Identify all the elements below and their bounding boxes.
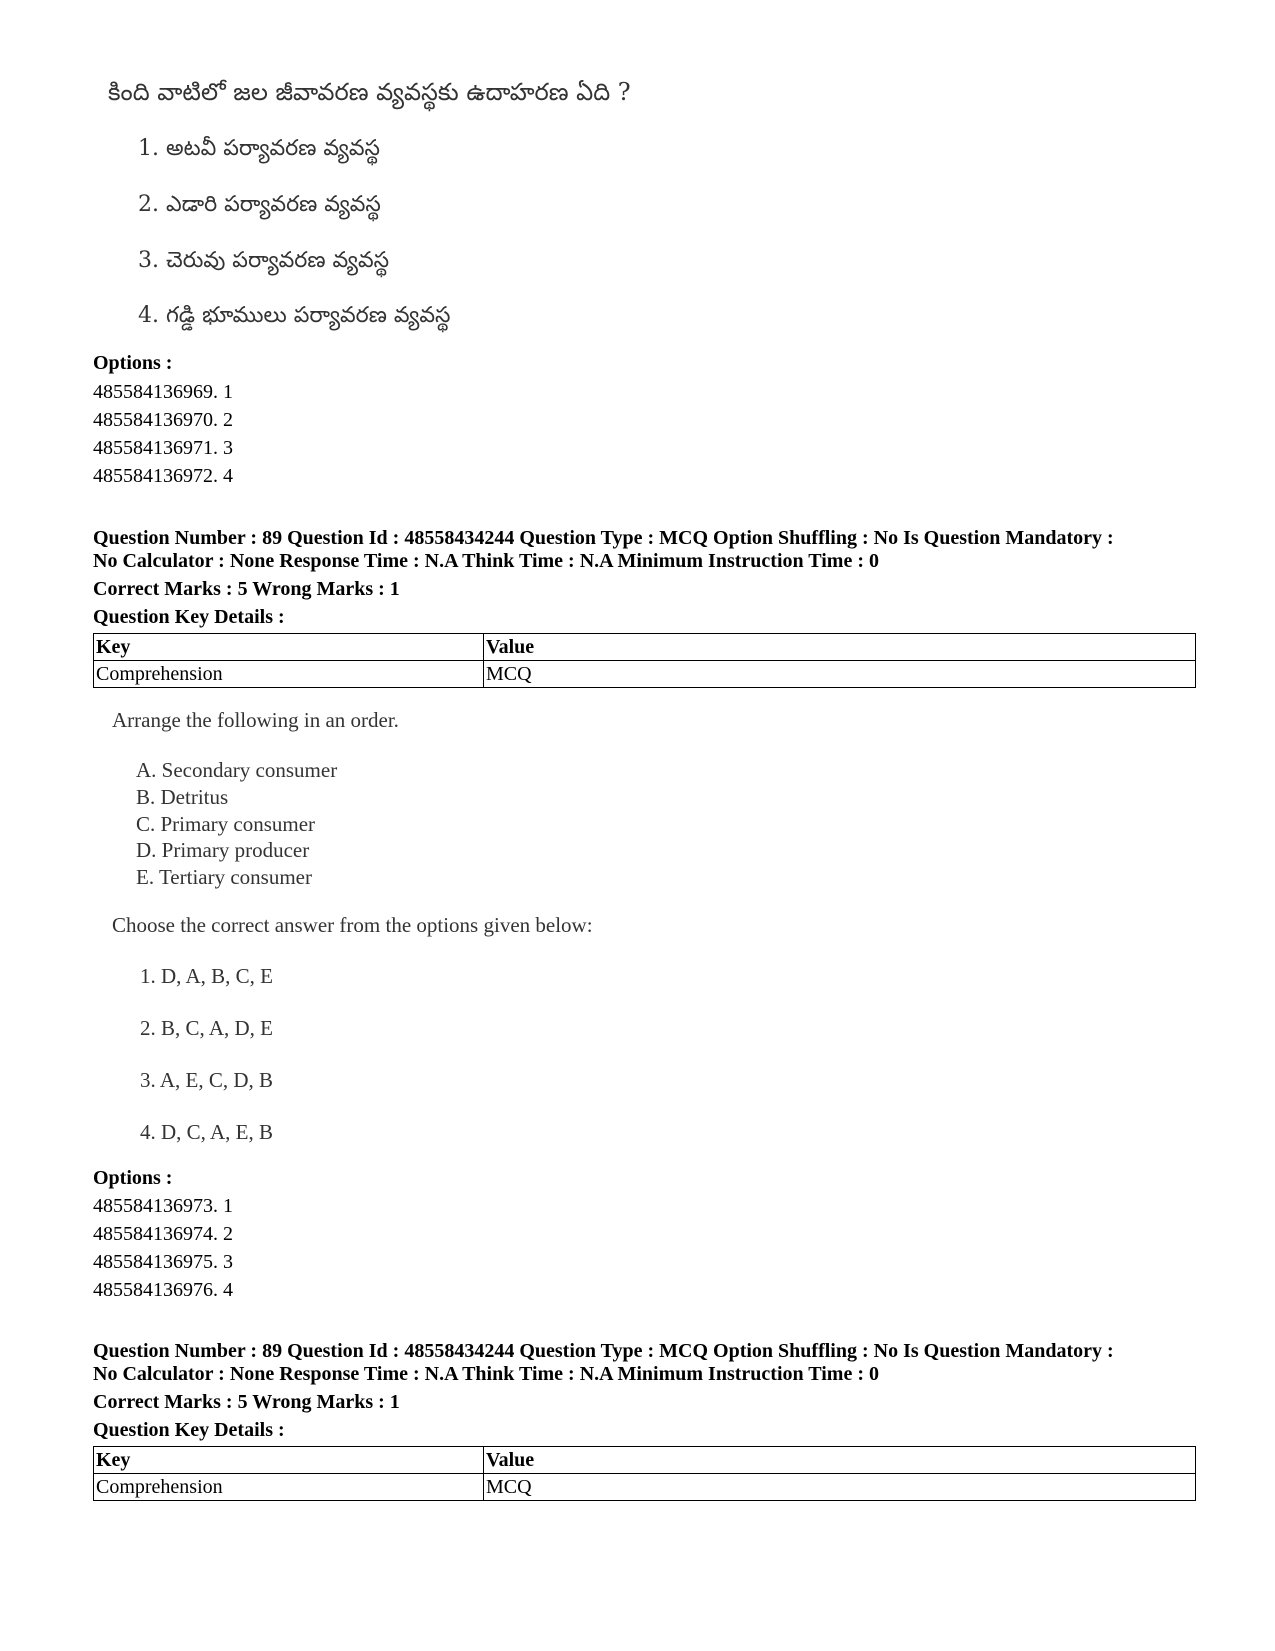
table-row (94, 1474, 1196, 1501)
options-heading: Options : (93, 1167, 173, 1189)
key-details-table (93, 1446, 1196, 1501)
question-choice-3: 3. చెరువు పర్యావరణ వ్యవస్థ (138, 248, 390, 273)
option-line: 485584136971. 3 (93, 437, 233, 459)
question-instruction: Choose the correct answer from the options given below: (112, 913, 593, 937)
table-header-key: Key (94, 1447, 484, 1474)
option-line: 485584136970. 2 (93, 409, 233, 431)
option-line: 485584136973. 1 (93, 1195, 233, 1217)
marks-line: Correct Marks : 5 Wrong Marks : 1 (93, 1391, 400, 1413)
question-meta-line-2: No Calculator : None Response Time : N.A Think Time : N.A Minimum Instruction Time : 0 (93, 550, 879, 572)
key-details-heading: Question Key Details : (93, 606, 285, 628)
question-choice-4: 4. గడ్డి భూములు పర్యావరణ వ్యవస్థ (138, 303, 451, 328)
question-choice-3: 3. A, E, C, D, B (140, 1068, 274, 1092)
order-item-b: B. Detritus (136, 785, 229, 809)
table-header-value: Value (484, 634, 1196, 661)
order-item-e: E. Tertiary consumer (136, 865, 312, 889)
option-line: 485584136974. 2 (93, 1223, 233, 1245)
table-cell-key: Comprehension (94, 661, 484, 688)
question-choice-1: 1. D, A, B, C, E (140, 964, 274, 988)
question-stem-telugu: కింది వాటిలో జల జీవావరణ వ్యవస్థకు ఉదాహరణ ఏది ? (108, 78, 631, 106)
order-item-a: A. Secondary consumer (136, 758, 338, 782)
question-choice-2: 2. ఎడారి పర్యావరణ వ్యవస్థ (138, 192, 381, 217)
table-cell-value: MCQ (484, 1474, 1196, 1501)
order-item-d: D. Primary producer (136, 838, 310, 862)
table-row (94, 661, 1196, 688)
table-header-row (94, 634, 1196, 661)
table-cell-key: Comprehension (94, 1474, 484, 1501)
question-meta-line-2: No Calculator : None Response Time : N.A Think Time : N.A Minimum Instruction Time : 0 (93, 1363, 879, 1385)
key-details-table (93, 633, 1196, 688)
table-header-row (94, 1447, 1196, 1474)
marks-line: Correct Marks : 5 Wrong Marks : 1 (93, 578, 400, 600)
option-line: 485584136972. 4 (93, 465, 233, 487)
question-stem: Arrange the following in an order. (112, 708, 399, 732)
option-line: 485584136976. 4 (93, 1279, 233, 1301)
option-line: 485584136975. 3 (93, 1251, 233, 1273)
order-item-c: C. Primary consumer (136, 812, 316, 836)
table-cell-value: MCQ (484, 661, 1196, 688)
options-heading: Options : (93, 352, 173, 374)
option-line: 485584136969. 1 (93, 381, 233, 403)
question-meta-line-1: Question Number : 89 Question Id : 48558434244 Question Type : MCQ Option Shuffling : No Is Question Mandatory : (93, 1340, 1114, 1362)
question-meta-line-1: Question Number : 89 Question Id : 48558434244 Question Type : MCQ Option Shuffling : No Is Question Mandatory : (93, 527, 1114, 549)
question-choice-1: 1. అటవీ పర్యావరణ వ్యవస్థ (138, 136, 380, 161)
table-header-value: Value (484, 1447, 1196, 1474)
question-choice-4: 4. D, C, A, E, B (140, 1120, 274, 1144)
question-choice-2: 2. B, C, A, D, E (140, 1016, 274, 1040)
table-header-key: Key (94, 634, 484, 661)
key-details-heading: Question Key Details : (93, 1419, 285, 1441)
